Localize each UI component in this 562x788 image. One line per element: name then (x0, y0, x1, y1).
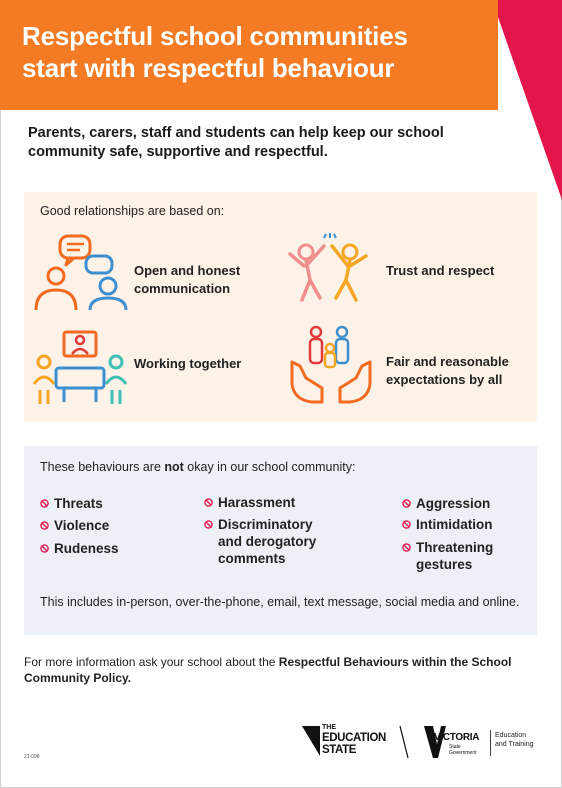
prohibited-icon (204, 498, 213, 507)
prohibited-icon (204, 520, 213, 529)
communication-people-icon (30, 232, 130, 312)
prohibited-icon (40, 521, 49, 530)
behaviours-note: This includes in-person, over-the-phone, email, text message, social media and online. (40, 595, 520, 609)
relationship-label-fair-expectations: Fair and reasonable expectations by all (386, 354, 509, 387)
behaviour-item: Aggression (402, 495, 490, 512)
title-banner (0, 0, 498, 110)
prohibited-icon (40, 544, 49, 553)
prohibited-icon (402, 543, 411, 552)
education-state-mark-icon (302, 726, 320, 756)
behaviour-item: Harassment (204, 494, 295, 511)
logo-slash-divider (398, 724, 410, 760)
victoria-government-logo: VICTORIA State Government Education and Training (424, 724, 544, 760)
intro-text: Parents, carers, staff and students can help keep our school community safe, supportive and respectful. (28, 125, 444, 160)
behaviour-item: Intimidation (402, 516, 493, 533)
page-title (22, 20, 492, 84)
behaviours-heading: These behaviours are not okay in our school community: (40, 460, 356, 474)
high-five-people-icon (280, 232, 376, 312)
relationship-label-working-together: Working together (134, 356, 242, 371)
relationships-panel (24, 192, 537, 422)
behaviour-item: Violence (40, 517, 109, 534)
behaviour-item: Threatening gestures (402, 539, 493, 573)
reference-code: 21-098 (24, 754, 40, 760)
prohibited-icon (402, 520, 411, 529)
education-state-logo: THE EDUCATION STATE (302, 724, 412, 760)
hands-holding-family-icon (286, 322, 376, 412)
prohibited-icon (402, 499, 411, 508)
relationships-heading: Good relationships are based on: (40, 204, 225, 218)
title-line-2: start with respectful behaviour (22, 53, 395, 83)
relationship-label-trust: Trust and respect (386, 263, 495, 278)
behaviours-panel (24, 446, 537, 635)
relationship-label-communication: Open and honest communication (134, 263, 241, 296)
behaviour-item: Threats (40, 495, 103, 512)
meeting-table-icon (30, 328, 130, 408)
prohibited-icon (40, 499, 49, 508)
title-line-1: Respectful school communities (22, 21, 408, 51)
behaviour-item: Rudeness (40, 540, 119, 557)
logo-divider (490, 730, 491, 756)
behaviour-item: Discriminatory and derogatory comments (204, 516, 316, 567)
more-info-text: For more information ask your school about the Respectful Behaviours within the School Community Policy. (24, 655, 512, 685)
